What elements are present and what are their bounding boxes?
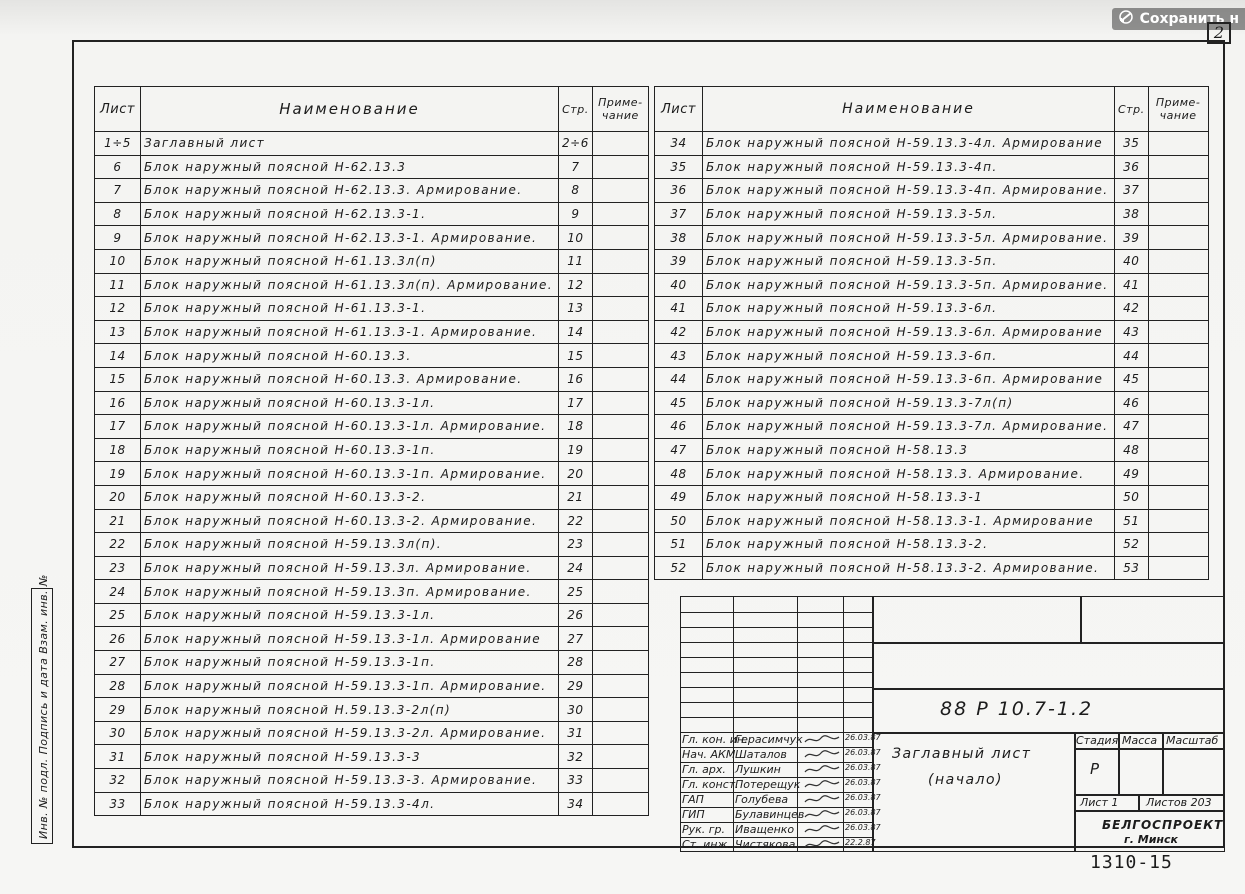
scale-label: Масштаб xyxy=(1166,734,1219,747)
cell-note xyxy=(1148,344,1208,368)
cell-name: Блок наружный поясной Н-59.13.3-7л(п) xyxy=(703,391,1115,415)
header-name: Наименование xyxy=(703,87,1115,132)
cell-name: Блок наружный поясной Н-59.13.3-5п. xyxy=(703,249,1115,273)
header-page: Стр. xyxy=(559,87,593,132)
table-row xyxy=(655,179,1209,203)
cell-page: 12 xyxy=(559,273,593,297)
signatory-role: Гл. кон. ин. xyxy=(682,733,748,746)
cell-name: Блок наружный поясной Н-59.13.3-3 xyxy=(141,745,559,769)
cell-note xyxy=(592,344,648,368)
cell-sheet: 19 xyxy=(95,462,141,486)
table-row xyxy=(655,226,1209,250)
table-row xyxy=(95,556,649,580)
header-name: Наименование xyxy=(141,87,559,132)
signatory-name: Голубева xyxy=(735,793,789,806)
cell-note xyxy=(1148,556,1208,580)
cell-name: Блок наружный поясной Н-59.13.3л. Армирование. xyxy=(141,556,559,580)
cell-sheet: 30 xyxy=(95,721,141,745)
bottom-code: 1310-15 xyxy=(1090,852,1173,873)
signatory-name: Булавинцев xyxy=(735,808,805,821)
cell-note xyxy=(1148,391,1208,415)
table-row xyxy=(95,674,649,698)
cell-sheet: 47 xyxy=(655,438,703,462)
cell-sheet: 10 xyxy=(95,249,141,273)
cell-page: 40 xyxy=(1115,249,1149,273)
cell-page: 35 xyxy=(1115,132,1149,156)
cell-sheet: 31 xyxy=(95,745,141,769)
cell-note xyxy=(1148,155,1208,179)
cell-sheet: 29 xyxy=(95,698,141,722)
table-row xyxy=(95,485,649,509)
table-row xyxy=(655,367,1209,391)
cell-sheet: 38 xyxy=(655,226,703,250)
cell-page: 17 xyxy=(559,391,593,415)
cell-page: 15 xyxy=(559,344,593,368)
cell-note xyxy=(592,674,648,698)
cell-sheet: 36 xyxy=(655,179,703,203)
table-row xyxy=(95,769,649,793)
cell-sheet: 9 xyxy=(95,226,141,250)
cell-name: Блок наружный поясной Н-60.13.3-1п. xyxy=(141,438,559,462)
save-label: Сохранить н xyxy=(1139,11,1239,27)
cell-name: Блок наружный поясной Н-58.13.3-2. Армирование. xyxy=(703,556,1115,580)
cell-sheet: 50 xyxy=(655,509,703,533)
table-row xyxy=(655,462,1209,486)
cell-name: Блок наружный поясной Н-59.13.3-4п. Армирование. xyxy=(703,179,1115,203)
cell-note xyxy=(592,202,648,226)
cell-name: Блок наружный поясной Н-59.13.3-2л. Армирование. xyxy=(141,721,559,745)
cell-name: Блок наружный поясной Н-58.13.3-1 xyxy=(703,485,1115,509)
cell-page: 48 xyxy=(1115,438,1149,462)
cell-page: 44 xyxy=(1115,344,1149,368)
cell-name: Блок наружный поясной Н-59.13.3-1л. Армирование xyxy=(141,627,559,651)
signatory-role: Гл. конст. xyxy=(682,778,739,791)
cell-sheet: 6 xyxy=(95,155,141,179)
table-row xyxy=(95,533,649,557)
cell-note xyxy=(1148,273,1208,297)
signatory-role: ГИП xyxy=(682,808,705,821)
signatory-role: Нач. АКМ xyxy=(682,748,736,761)
cell-sheet: 45 xyxy=(655,391,703,415)
cell-note xyxy=(1148,533,1208,557)
signatory-date: 26.03.87 xyxy=(845,793,881,802)
table-row xyxy=(95,651,649,675)
cell-sheet: 1÷5 xyxy=(95,132,141,156)
cell-page: 53 xyxy=(1115,556,1149,580)
cell-name: Блок наружный поясной Н-60.13.3. xyxy=(141,344,559,368)
cell-note xyxy=(1148,179,1208,203)
table-row xyxy=(95,745,649,769)
cell-note xyxy=(592,367,648,391)
sheet-title: Заглавный лист xyxy=(892,746,1032,762)
stage-label: Стадия xyxy=(1076,734,1119,747)
cell-note xyxy=(1148,202,1208,226)
cell-note xyxy=(1148,438,1208,462)
signatory-name: Потерещук xyxy=(735,778,801,791)
table-row xyxy=(95,320,649,344)
cell-name: Блок наружный поясной Н-62.13.3-1. Армирование. xyxy=(141,226,559,250)
table-row xyxy=(655,297,1209,321)
cell-note xyxy=(592,462,648,486)
cell-note xyxy=(592,556,648,580)
table-row xyxy=(95,344,649,368)
cell-name: Блок наружный поясной Н-62.13.3-1. xyxy=(141,202,559,226)
cell-sheet: 14 xyxy=(95,344,141,368)
cell-name: Блок наружный поясной Н-62.13.3 xyxy=(141,155,559,179)
table-row xyxy=(95,179,649,203)
table-row xyxy=(95,132,649,156)
table-row xyxy=(655,556,1209,580)
cell-name: Блок наружный поясной Н-59.13.3-4л. Армирование xyxy=(703,132,1115,156)
table-row xyxy=(655,155,1209,179)
cell-page: 39 xyxy=(1115,226,1149,250)
cell-page: 52 xyxy=(1115,533,1149,557)
contents-table-left xyxy=(94,86,649,816)
table-row xyxy=(655,202,1209,226)
cloud-save-icon xyxy=(1118,10,1134,28)
cell-note xyxy=(1148,509,1208,533)
organization: БЕЛГОСПРОЕКТ xyxy=(1102,818,1224,832)
table-row xyxy=(95,438,649,462)
cell-name: Блок наружный поясной Н-62.13.3. Армирование. xyxy=(141,179,559,203)
cell-name: Блок наружный поясной Н-59.13.3-6п. xyxy=(703,344,1115,368)
signatory-date: 26.03.87 xyxy=(845,823,881,832)
sheets-label: Листов 203 xyxy=(1146,796,1212,809)
table-row xyxy=(95,249,649,273)
cell-name: Блок наружный поясной Н-58.13.3-2. xyxy=(703,533,1115,557)
cell-name: Блок наружный поясной Н-61.13.3л(п). Армирование. xyxy=(141,273,559,297)
cell-name: Блок наружный поясной Н-59.13.3-5л. xyxy=(703,202,1115,226)
header-page: Стр. xyxy=(1115,87,1149,132)
cell-sheet: 37 xyxy=(655,202,703,226)
cell-sheet: 8 xyxy=(95,202,141,226)
document-code: 88 Р 10.7-1.2 xyxy=(940,698,1094,720)
signatory-date: 26.03.87 xyxy=(845,778,881,787)
rows-left xyxy=(95,132,649,816)
cell-note xyxy=(592,651,648,675)
signatory-name: Иващенко xyxy=(735,823,795,836)
header-sheet: Лист xyxy=(95,87,141,132)
cell-note xyxy=(592,533,648,557)
signatory-name: Герасимчук xyxy=(735,733,803,746)
cell-page: 28 xyxy=(559,651,593,675)
cell-name: Блок наружный поясной Н-59.13.3-7л. Армирование. xyxy=(703,415,1115,439)
cell-page: 49 xyxy=(1115,462,1149,486)
table-row xyxy=(95,698,649,722)
cell-name: Блок наружный поясной Н-60.13.3-1л. xyxy=(141,391,559,415)
cell-page: 37 xyxy=(1115,179,1149,203)
cell-sheet: 15 xyxy=(95,367,141,391)
table-row xyxy=(655,533,1209,557)
cell-page: 34 xyxy=(559,792,593,816)
cell-sheet: 49 xyxy=(655,485,703,509)
table-header-row xyxy=(655,87,1209,132)
cell-note xyxy=(1148,462,1208,486)
table-row xyxy=(655,438,1209,462)
cell-sheet: 16 xyxy=(95,391,141,415)
signatory-name: Чистякова xyxy=(735,838,796,851)
cell-name: Блок наружный поясной Н-60.13.3-2. Армирование. xyxy=(141,509,559,533)
sheet-label: Лист 1 xyxy=(1080,796,1119,809)
cell-page: 26 xyxy=(559,603,593,627)
cell-name: Блок наружный поясной Н-59.13.3-6п. Армирование xyxy=(703,367,1115,391)
signatory-name: Лушкин xyxy=(735,763,781,776)
cell-page: 50 xyxy=(1115,485,1149,509)
cell-name: Блок наружный поясной Н-60.13.3-1л. Армирование. xyxy=(141,415,559,439)
cell-page: 7 xyxy=(559,155,593,179)
table-row xyxy=(95,627,649,651)
cell-sheet: 43 xyxy=(655,344,703,368)
cell-sheet: 21 xyxy=(95,509,141,533)
table-row xyxy=(95,462,649,486)
signatory-role: Ст. инж. xyxy=(682,838,731,851)
sheet-subtitle: (начало) xyxy=(928,772,1004,788)
cell-name: Блок наружный поясной Н-58.13.3 xyxy=(703,438,1115,462)
table-row xyxy=(95,273,649,297)
cell-sheet: 39 xyxy=(655,249,703,273)
table-row xyxy=(655,509,1209,533)
side-stamp xyxy=(31,574,53,844)
cell-page: 24 xyxy=(559,556,593,580)
cell-page: 20 xyxy=(559,462,593,486)
cell-note xyxy=(1148,249,1208,273)
cell-name: Блок наружный поясной Н-58.13.3. Армирование. xyxy=(703,462,1115,486)
cell-page: 2÷6 xyxy=(559,132,593,156)
side-stamp-text: Инв. № подл. Подпись и дата Взам. инв. № xyxy=(37,574,50,839)
cell-note xyxy=(592,792,648,816)
contents-table-right xyxy=(654,86,1209,580)
cell-sheet: 18 xyxy=(95,438,141,462)
cell-page: 29 xyxy=(559,674,593,698)
cell-page: 47 xyxy=(1115,415,1149,439)
cell-note xyxy=(592,509,648,533)
cell-name: Блок наружный поясной Н-59.13.3-5л. Армирование. xyxy=(703,226,1115,250)
header-note: Приме-чание xyxy=(1148,87,1208,132)
signatory-role: Рук. гр. xyxy=(682,823,726,836)
cell-note xyxy=(592,769,648,793)
signatory-date: 26.03.87 xyxy=(845,808,881,817)
cell-note xyxy=(592,603,648,627)
cell-sheet: 33 xyxy=(95,792,141,816)
table-row xyxy=(95,391,649,415)
cell-sheet: 44 xyxy=(655,367,703,391)
cell-sheet: 20 xyxy=(95,485,141,509)
table-row xyxy=(95,202,649,226)
cell-page: 18 xyxy=(559,415,593,439)
cell-page: 41 xyxy=(1115,273,1149,297)
cell-page: 31 xyxy=(559,721,593,745)
cell-sheet: 25 xyxy=(95,603,141,627)
cell-note xyxy=(592,438,648,462)
cell-name: Блок наружный поясной Н-60.13.3-2. xyxy=(141,485,559,509)
cell-sheet: 23 xyxy=(95,556,141,580)
cell-sheet: 48 xyxy=(655,462,703,486)
cell-page: 21 xyxy=(559,485,593,509)
table-row xyxy=(655,415,1209,439)
cell-sheet: 28 xyxy=(95,674,141,698)
signatory-role: ГАП xyxy=(682,793,704,806)
table-row xyxy=(95,367,649,391)
cell-page: 51 xyxy=(1115,509,1149,533)
cell-name: Блок наружный поясной Н-59.13.3-6л. Армирование xyxy=(703,320,1115,344)
cell-note xyxy=(592,698,648,722)
cell-sheet: 17 xyxy=(95,415,141,439)
cell-sheet: 40 xyxy=(655,273,703,297)
cell-note xyxy=(1148,485,1208,509)
cell-name: Блок наружный поясной Н-59.13.3-1п. xyxy=(141,651,559,675)
table-header-row xyxy=(95,87,649,132)
table-row xyxy=(95,226,649,250)
cell-note xyxy=(592,721,648,745)
table-row xyxy=(95,792,649,816)
table-row xyxy=(655,485,1209,509)
cell-name: Блок наружный поясной Н.59.13.3-2л(п) xyxy=(141,698,559,722)
cell-sheet: 52 xyxy=(655,556,703,580)
cell-note xyxy=(1148,367,1208,391)
cell-note xyxy=(592,226,648,250)
signatory-date: 26.03.87 xyxy=(845,733,881,742)
cell-note xyxy=(592,273,648,297)
cell-name: Блок наружный поясной Н-59.13.3-5п. Армирование. xyxy=(703,273,1115,297)
cell-page: 14 xyxy=(559,320,593,344)
cell-page: 42 xyxy=(1115,297,1149,321)
cell-name: Блок наружный поясной Н-61.13.3-1. xyxy=(141,297,559,321)
cell-note xyxy=(1148,132,1208,156)
cell-sheet: 32 xyxy=(95,769,141,793)
cell-page: 13 xyxy=(559,297,593,321)
signatory-date: 22.2.87 xyxy=(845,838,876,847)
cell-sheet: 27 xyxy=(95,651,141,675)
mass-label: Масса xyxy=(1122,734,1158,747)
signatory-date: 26.03.87 xyxy=(845,763,881,772)
city: г. Минск xyxy=(1124,833,1178,846)
signatory-role: Гл. арх. xyxy=(682,763,726,776)
cell-page: 16 xyxy=(559,367,593,391)
table-row xyxy=(655,249,1209,273)
page-number: 2 xyxy=(1207,22,1231,44)
cell-sheet: 41 xyxy=(655,297,703,321)
cell-page: 33 xyxy=(559,769,593,793)
cell-name: Блок наружный поясной Н-59.13.3-4л. xyxy=(141,792,559,816)
cell-note xyxy=(1148,415,1208,439)
cell-sheet: 42 xyxy=(655,320,703,344)
cell-name: Блок наружный поясной Н-60.13.3-1п. Армирование. xyxy=(141,462,559,486)
header-sheet: Лист xyxy=(655,87,703,132)
cell-page: 36 xyxy=(1115,155,1149,179)
rows-right xyxy=(655,132,1209,580)
signatory-name: Шаталов xyxy=(735,748,787,761)
cell-page: 45 xyxy=(1115,367,1149,391)
cell-page: 43 xyxy=(1115,320,1149,344)
table-row xyxy=(655,273,1209,297)
table-row xyxy=(95,721,649,745)
cell-note xyxy=(592,745,648,769)
cell-page: 22 xyxy=(559,509,593,533)
table-row xyxy=(655,132,1209,156)
cell-sheet: 34 xyxy=(655,132,703,156)
table-row xyxy=(655,344,1209,368)
cell-name: Блок наружный поясной Н-59.13.3л(п). xyxy=(141,533,559,557)
cell-page: 19 xyxy=(559,438,593,462)
signature-scribble xyxy=(803,838,841,854)
cell-note xyxy=(592,415,648,439)
cell-name: Блок наружный поясной Н-59.13.3-6л. xyxy=(703,297,1115,321)
cell-note xyxy=(592,391,648,415)
cell-sheet: 12 xyxy=(95,297,141,321)
cell-page: 46 xyxy=(1115,391,1149,415)
cell-note xyxy=(592,249,648,273)
cell-name: Блок наружный поясной Н-59.13.3-4п. xyxy=(703,155,1115,179)
table-row xyxy=(655,320,1209,344)
table-row xyxy=(95,580,649,604)
cell-note xyxy=(592,627,648,651)
cell-sheet: 46 xyxy=(655,415,703,439)
table-row xyxy=(95,297,649,321)
table-row xyxy=(95,603,649,627)
cell-note xyxy=(1148,226,1208,250)
cell-name: Блок наружный поясной Н-59.13.3п. Армирование. xyxy=(141,580,559,604)
table-row xyxy=(95,415,649,439)
stage-value: Р xyxy=(1090,760,1100,778)
cell-note xyxy=(592,320,648,344)
cell-sheet: 35 xyxy=(655,155,703,179)
cell-note xyxy=(592,580,648,604)
cell-name: Заглавный лист xyxy=(141,132,559,156)
cell-note xyxy=(1148,320,1208,344)
cell-note xyxy=(1148,297,1208,321)
table-row xyxy=(95,509,649,533)
cell-sheet: 11 xyxy=(95,273,141,297)
cell-name: Блок наружный поясной Н-59.13.3-3. Армирование. xyxy=(141,769,559,793)
cell-name: Блок наружный поясной Н-61.13.3л(п) xyxy=(141,249,559,273)
signatory-date: 26.03.87 xyxy=(845,748,881,757)
cell-note xyxy=(592,297,648,321)
cell-page: 10 xyxy=(559,226,593,250)
cell-sheet: 24 xyxy=(95,580,141,604)
cell-page: 38 xyxy=(1115,202,1149,226)
cell-sheet: 51 xyxy=(655,533,703,557)
cell-sheet: 7 xyxy=(95,179,141,203)
cell-name: Блок наружный поясной Н-59.13.3-1п. Армирование. xyxy=(141,674,559,698)
cell-name: Блок наружный поясной Н-58.13.3-1. Армирование xyxy=(703,509,1115,533)
cell-note xyxy=(592,485,648,509)
cell-note xyxy=(592,155,648,179)
cell-page: 25 xyxy=(559,580,593,604)
cell-page: 30 xyxy=(559,698,593,722)
cell-page: 11 xyxy=(559,249,593,273)
table-row xyxy=(655,391,1209,415)
header-note: Приме-чание xyxy=(592,87,648,132)
cell-page: 9 xyxy=(559,202,593,226)
cell-name: Блок наружный поясной Н-59.13.3-1л. xyxy=(141,603,559,627)
cell-sheet: 13 xyxy=(95,320,141,344)
cell-sheet: 22 xyxy=(95,533,141,557)
table-row xyxy=(95,155,649,179)
cell-note xyxy=(592,132,648,156)
cell-note xyxy=(592,179,648,203)
cell-name: Блок наружный поясной Н-60.13.3. Армирование. xyxy=(141,367,559,391)
cell-page: 8 xyxy=(559,179,593,203)
cell-name: Блок наружный поясной Н-61.13.3-1. Армирование. xyxy=(141,320,559,344)
cell-page: 23 xyxy=(559,533,593,557)
cell-sheet: 26 xyxy=(95,627,141,651)
cell-page: 32 xyxy=(559,745,593,769)
cell-page: 27 xyxy=(559,627,593,651)
